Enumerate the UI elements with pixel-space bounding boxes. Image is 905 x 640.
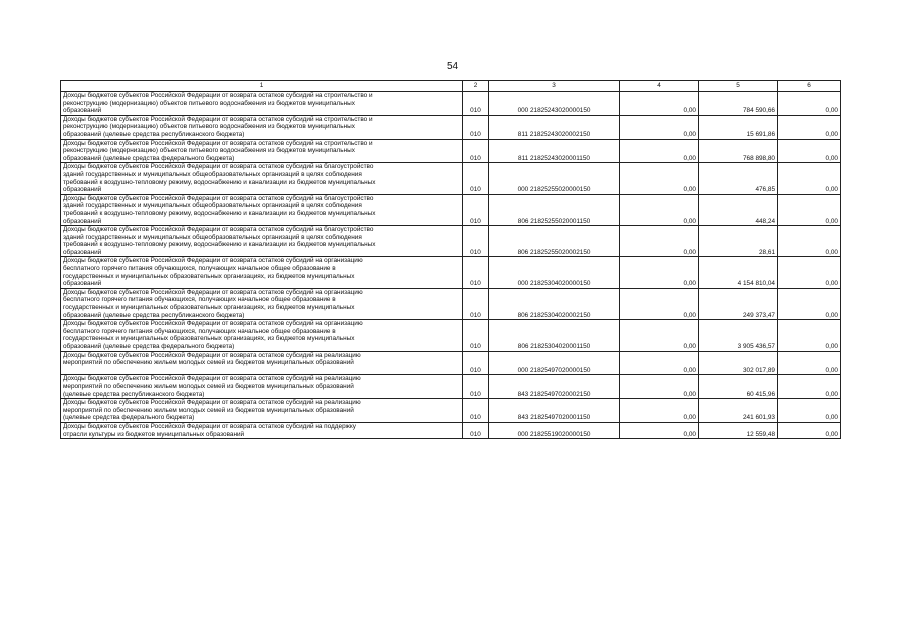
- description-line: Доходы бюджетов субъектов Российской Федерации от возврата остатков субсидий на благоустройство: [63, 163, 374, 171]
- table-row: [61, 194, 841, 225]
- description-line: Доходы бюджетов субъектов Российской Федерации от возврата остатков субсидий на организацию: [63, 288, 363, 296]
- value-col4-cell: 0,00: [620, 320, 699, 351]
- budget-revenue-table: [60, 80, 841, 439]
- description-line: Доходы бюджетов субъектов Российской Федерации от возврата остатков субсидий на благоустройство: [63, 226, 374, 234]
- budget-classification-code: 000 21825255020000150: [489, 163, 620, 194]
- description-line: Доходы бюджетов субъектов Российской Федерации от возврата остатков субсидий на организацию: [63, 320, 363, 328]
- description-line: образований (целевые средства республиканского бюджета): [63, 311, 245, 319]
- line-code-cell: 010: [463, 92, 489, 116]
- value-col6-cell: 0,00: [778, 375, 841, 399]
- description-line: Доходы бюджетов субъектов Российской Федерации от возврата остатков субсидий на строительство и: [63, 139, 373, 147]
- column-header-1: 1: [61, 81, 463, 92]
- description-line: (целевые средства республиканского бюджета): [63, 390, 205, 398]
- value-col5-cell: 784 590,66: [699, 92, 778, 116]
- table-row: [61, 422, 841, 438]
- page-number: 54: [446, 61, 459, 72]
- revenue-description: [61, 257, 463, 288]
- table-body: [61, 92, 841, 439]
- line-code-cell: 010: [463, 351, 489, 375]
- value-col4-cell: 0,00: [620, 375, 699, 399]
- value-col4-cell: 0,00: [620, 163, 699, 194]
- description-line: образований: [63, 280, 102, 288]
- budget-classification-code: 843 21825497020001150: [489, 399, 620, 423]
- value-col4-cell: 0,00: [620, 399, 699, 423]
- table-row: [61, 139, 841, 163]
- description-line: мероприятий по обеспечению жильем молодых семей из бюджетов муниципальных образований: [63, 382, 354, 390]
- table-row: [61, 320, 841, 351]
- revenue-description: [61, 375, 463, 399]
- description-line: образований: [63, 186, 102, 194]
- revenue-description: [61, 320, 463, 351]
- value-col6-cell: 0,00: [778, 115, 841, 139]
- revenue-description: [61, 351, 463, 375]
- budget-classification-code: 000 21825304020000150: [489, 257, 620, 288]
- budget-classification-code: 843 21825497020002150: [489, 375, 620, 399]
- revenue-description: [61, 422, 463, 438]
- revenue-description: [61, 194, 463, 225]
- column-header-4: 4: [620, 81, 699, 92]
- column-header-2: 2: [463, 81, 489, 92]
- description-line: бесплатного горячего питания обучающихся, получающих начальное общее образование в: [63, 296, 336, 304]
- budget-classification-code: 000 21825243020000150: [489, 92, 620, 116]
- table-row: [61, 226, 841, 257]
- description-line: образований: [63, 248, 102, 256]
- description-line: реконструкцию (модернизацию) объектов питьевого водоснабжения из бюджетов муниципальных: [63, 99, 355, 107]
- description-line: государственных и муниципальных образовательных организациях, из бюджетов муниципальных: [63, 335, 355, 343]
- value-col5-cell: 249 373,47: [699, 288, 778, 319]
- column-header-5: 5: [699, 81, 778, 92]
- value-col4-cell: 0,00: [620, 351, 699, 375]
- table-row: [61, 351, 841, 375]
- description-line: образований: [63, 107, 102, 115]
- value-col4-cell: 0,00: [620, 422, 699, 438]
- table-row: [61, 163, 841, 194]
- description-line: [63, 367, 461, 375]
- description-line: реконструкцию (модернизацию) объектов питьевого водоснабжения из бюджетов муниципальных: [63, 147, 355, 155]
- column-header-3: 3: [489, 81, 620, 92]
- description-line: образований (целевые средства республиканского бюджета): [63, 130, 245, 138]
- table-header-row: [61, 81, 841, 92]
- value-col6-cell: 0,00: [778, 92, 841, 116]
- value-col4-cell: 0,00: [620, 226, 699, 257]
- line-code-cell: 010: [463, 163, 489, 194]
- value-col4-cell: 0,00: [620, 139, 699, 163]
- value-col5-cell: 241 601,93: [699, 399, 778, 423]
- description-line: бесплатного горячего питания обучающихся, получающих начальное общее образование в: [63, 265, 336, 273]
- revenue-description: [61, 92, 463, 116]
- description-line: мероприятий по обеспечению жильем молодых семей из бюджетов муниципальных образований: [63, 406, 354, 414]
- budget-classification-code: 000 21825497020000150: [489, 351, 620, 375]
- value-col5-cell: 28,61: [699, 226, 778, 257]
- revenue-description: [61, 226, 463, 257]
- description-line: Доходы бюджетов субъектов Российской Федерации от возврата остатков субсидий на реализацию: [63, 399, 361, 407]
- description-line: отрасли культуры из бюджетов муниципальных образований: [63, 430, 245, 438]
- budget-classification-code: 806 21825304020001150: [489, 320, 620, 351]
- table-row: [61, 288, 841, 319]
- description-line: Доходы бюджетов субъектов Российской Федерации от возврата остатков субсидий на строительство и: [63, 92, 373, 99]
- value-col5-cell: 448,24: [699, 194, 778, 225]
- value-col4-cell: 0,00: [620, 257, 699, 288]
- description-line: Доходы бюджетов субъектов Российской Федерации от возврата остатков субсидий на поддержку: [63, 422, 356, 430]
- description-line: образований: [63, 217, 102, 225]
- value-col6-cell: 0,00: [778, 320, 841, 351]
- description-line: Доходы бюджетов субъектов Российской Федерации от возврата остатков субсидий на строительство и: [63, 115, 373, 123]
- budget-classification-code: 000 21825519020000150: [489, 422, 620, 438]
- value-col6-cell: 0,00: [778, 139, 841, 163]
- line-code-cell: 010: [463, 139, 489, 163]
- table-row: [61, 399, 841, 423]
- budget-classification-code: 806 21825255020002150: [489, 226, 620, 257]
- description-line: требований к воздушно-тепловому режиму, водоснабжению и канализации из бюджетов муниципальных: [63, 209, 376, 217]
- value-col4-cell: 0,00: [620, 194, 699, 225]
- description-line: мероприятий по обеспечению жильем молодых семей из бюджетов муниципальных образований: [63, 359, 354, 367]
- budget-classification-code: 806 21825255020001150: [489, 194, 620, 225]
- description-line: государственных и муниципальных образовательных организациях, из бюджетов муниципальных: [63, 272, 355, 280]
- value-col5-cell: 15 691,86: [699, 115, 778, 139]
- value-col6-cell: 0,00: [778, 351, 841, 375]
- value-col6-cell: 0,00: [778, 257, 841, 288]
- description-line: Доходы бюджетов субъектов Российской Федерации от возврата остатков субсидий на реализацию: [63, 375, 361, 383]
- value-col6-cell: 0,00: [778, 226, 841, 257]
- description-line: требований к воздушно-тепловому режиму, водоснабжению и канализации из бюджетов муниципальных: [63, 178, 376, 186]
- line-code-cell: 010: [463, 375, 489, 399]
- description-line: бесплатного горячего питания обучающихся, получающих начальное общее образование в: [63, 327, 336, 335]
- value-col6-cell: 0,00: [778, 399, 841, 423]
- value-col6-cell: 0,00: [778, 422, 841, 438]
- line-code-cell: 010: [463, 422, 489, 438]
- line-code-cell: 010: [463, 226, 489, 257]
- line-code-cell: 010: [463, 115, 489, 139]
- description-line: образований (целевые средства федерального бюджета): [63, 154, 235, 162]
- line-code-cell: 010: [463, 399, 489, 423]
- line-code-cell: 010: [463, 320, 489, 351]
- value-col4-cell: 0,00: [620, 115, 699, 139]
- value-col5-cell: 60 415,96: [699, 375, 778, 399]
- table-row: [61, 257, 841, 288]
- budget-classification-code: 806 21825304020002150: [489, 288, 620, 319]
- revenue-description: [61, 163, 463, 194]
- revenue-description: [61, 139, 463, 163]
- description-line: государственных и муниципальных образовательных организациях, из бюджетов муниципальных: [63, 304, 355, 312]
- revenue-description: [61, 115, 463, 139]
- line-code-cell: 010: [463, 257, 489, 288]
- description-line: зданий государственных и муниципальных общеобразовательных организаций в целях соблюдения: [63, 202, 362, 210]
- description-line: зданий государственных и муниципальных общеобразовательных организаций в целях соблюдения: [63, 170, 362, 178]
- value-col6-cell: 0,00: [778, 288, 841, 319]
- line-code-cell: 010: [463, 288, 489, 319]
- value-col5-cell: 12 559,48: [699, 422, 778, 438]
- description-line: Доходы бюджетов субъектов Российской Федерации от возврата остатков субсидий на реализацию: [63, 351, 361, 359]
- value-col5-cell: 3 905 436,57: [699, 320, 778, 351]
- description-line: образований (целевые средства федерального бюджета): [63, 343, 235, 350]
- description-line: требований к воздушно-тепловому режиму, водоснабжению и канализации из бюджетов муниципальных: [63, 241, 376, 249]
- table-row: [61, 92, 841, 116]
- value-col5-cell: 476,85: [699, 163, 778, 194]
- line-code-cell: 010: [463, 194, 489, 225]
- value-col4-cell: 0,00: [620, 92, 699, 116]
- description-line: реконструкцию (модернизацию) объектов питьевого водоснабжения из бюджетов муниципальных: [63, 123, 355, 131]
- value-col5-cell: 4 154 810,04: [699, 257, 778, 288]
- description-line: Доходы бюджетов субъектов Российской Федерации от возврата остатков субсидий на организацию: [63, 257, 363, 265]
- description-line: (целевые средства федерального бюджета): [63, 414, 195, 422]
- table-row: [61, 115, 841, 139]
- description-line: зданий государственных и муниципальных общеобразовательных организаций в целях соблюдения: [63, 233, 362, 241]
- revenue-description: [61, 288, 463, 319]
- value-col6-cell: 0,00: [778, 163, 841, 194]
- revenue-description: [61, 399, 463, 423]
- table-row: [61, 375, 841, 399]
- budget-classification-code: 811 21825243020002150: [489, 115, 620, 139]
- budget-classification-code: 811 21825243020001150: [489, 139, 620, 163]
- value-col4-cell: 0,00: [620, 288, 699, 319]
- value-col5-cell: 302 017,89: [699, 351, 778, 375]
- column-header-6: 6: [778, 81, 841, 92]
- description-line: Доходы бюджетов субъектов Российской Федерации от возврата остатков субсидий на благоустройство: [63, 194, 374, 202]
- value-col5-cell: 768 898,80: [699, 139, 778, 163]
- value-col6-cell: 0,00: [778, 194, 841, 225]
